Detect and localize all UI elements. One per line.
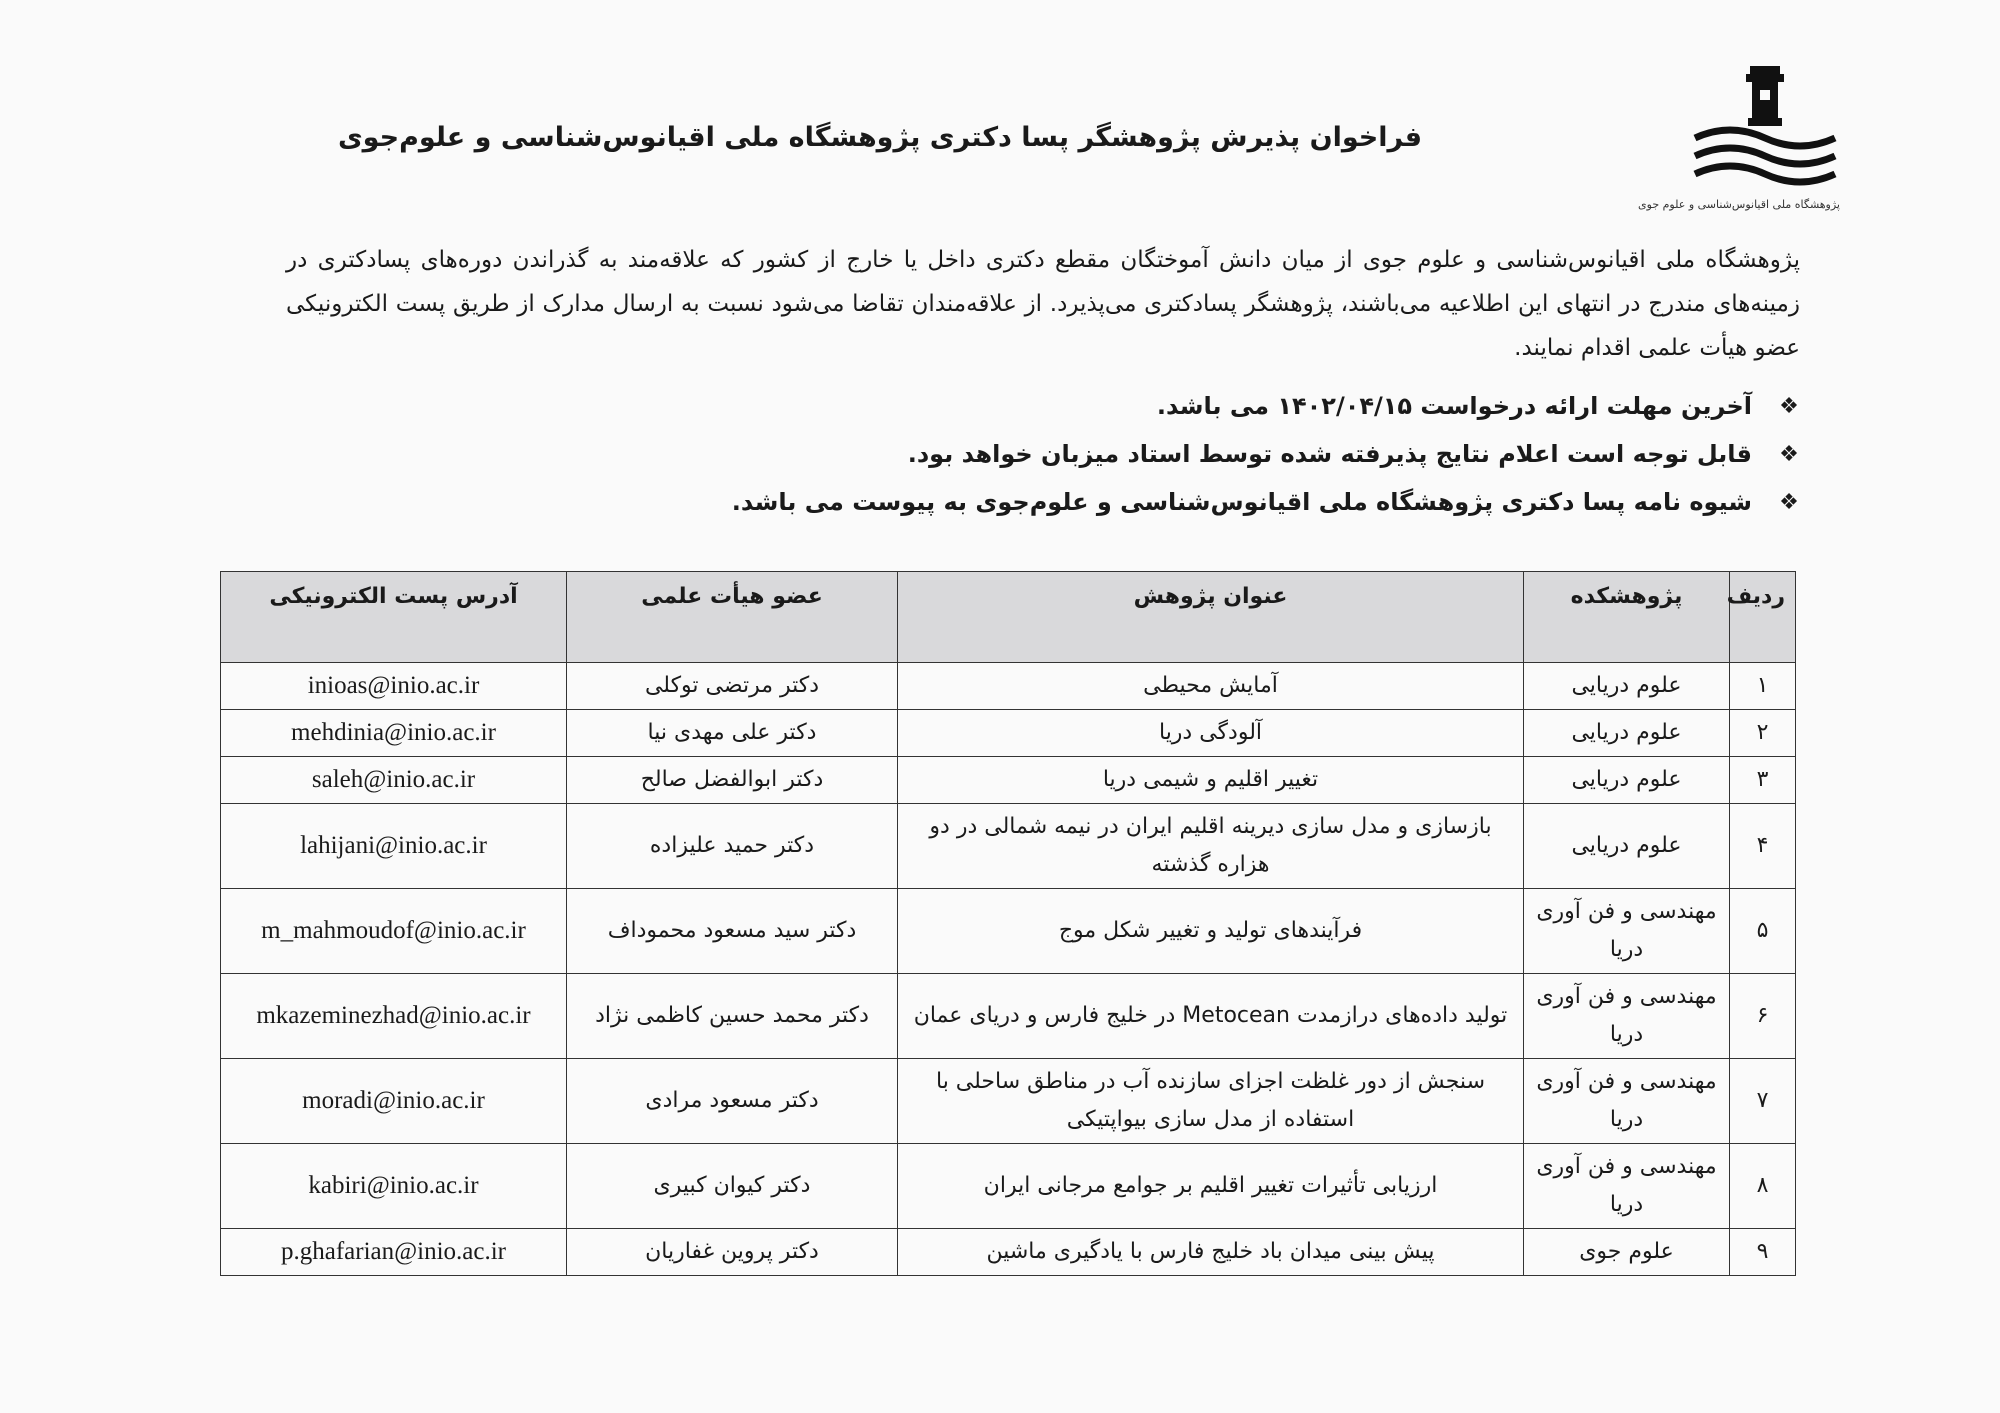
research-title: آلودگی دریا bbox=[898, 710, 1524, 757]
row-number: ۶ bbox=[1730, 974, 1796, 1059]
department: علوم جوی bbox=[1524, 1229, 1730, 1276]
diamond-bullet-icon: ❖ bbox=[1779, 441, 1799, 467]
email-address: p.ghafarian@inio.ac.ir bbox=[221, 1229, 567, 1276]
header-faculty-member: عضو هیأت علمی bbox=[567, 572, 898, 663]
row-number: ۷ bbox=[1730, 1059, 1796, 1144]
department: علوم دریایی bbox=[1524, 757, 1730, 804]
header-email: آدرس پست الکترونیکی bbox=[221, 572, 567, 663]
notice-text: شیوه نامه پسا دکتری پژوهشگاه ملی اقیانوس‌شناسی و علوم‌جوی به پیوست می باشد. bbox=[731, 488, 1752, 516]
table-row bbox=[221, 974, 1796, 1059]
table-row bbox=[221, 663, 1796, 710]
faculty-member: دکتر حمید علیزاده bbox=[567, 804, 898, 889]
email-address: moradi@inio.ac.ir bbox=[221, 1059, 567, 1144]
faculty-member: دکتر مسعود مرادی bbox=[567, 1059, 898, 1144]
research-title: فرآیندهای تولید و تغییر شکل موج bbox=[898, 889, 1524, 974]
faculty-member: دکتر کیوان کبیری bbox=[567, 1144, 898, 1229]
research-title: بازسازی و مدل سازی دیرینه اقلیم ایران در نیمه شمالی در دو هزاره گذشته bbox=[898, 804, 1524, 889]
header-row-number: ردیف bbox=[1730, 572, 1796, 663]
email-address: mehdinia@inio.ac.ir bbox=[221, 710, 567, 757]
intro-paragraph: پژوهشگاه ملی اقیانوس‌شناسی و علوم جوی از میان دانش آموختگان مقطع دکتری داخل یا خارج از کشور که علاقه‌مند به گذراندن دوره‌های پسادکتری در زمینه‌های مندرج در انتهای این اطلاعیه می‌باشند، پژوهشگر پسادکتری می‌پذیرد. از علاقه‌مندان تقاضا می‌شود نسبت به ارسال مدارک از طریق پست الکترونیکی عضو هیأت علمی اقدام نمایند. bbox=[286, 247, 1800, 361]
email-address: kabiri@inio.ac.ir bbox=[221, 1144, 567, 1229]
email-address: m_mahmoudof@inio.ac.ir bbox=[221, 889, 567, 974]
positions-table bbox=[220, 571, 1796, 1276]
table-row bbox=[221, 757, 1796, 804]
email-address: mkazeminezhad@inio.ac.ir bbox=[221, 974, 567, 1059]
notice-item bbox=[732, 478, 1800, 526]
notice-item bbox=[732, 382, 1800, 430]
logo-caption: پژوهشگاه ملی اقیانوس‌شناسی و علوم جوی bbox=[1638, 198, 1840, 211]
department: مهندسی و فن آوری دریا bbox=[1524, 1144, 1730, 1229]
institute-emblem-icon bbox=[1690, 60, 1840, 195]
table-row bbox=[221, 889, 1796, 974]
department: علوم دریایی bbox=[1524, 710, 1730, 757]
row-number: ۲ bbox=[1730, 710, 1796, 757]
research-title: تولید داده‌های درازمدت Metocean در خلیج فارس و دریای عمان bbox=[898, 974, 1524, 1059]
research-title: ارزیابی تأثیرات تغییر اقلیم بر جوامع مرجانی ایران bbox=[898, 1144, 1524, 1229]
notice-text: آخرین مهلت ارائه درخواست ۱۴۰۲/۰۴/۱۵ می باشد. bbox=[1156, 392, 1752, 420]
notice-item bbox=[732, 430, 1800, 478]
faculty-member: دکتر پروین غفاریان bbox=[567, 1229, 898, 1276]
faculty-member: دکتر علی مهدی نیا bbox=[567, 710, 898, 757]
faculty-member: دکتر ابوالفضل صالح bbox=[567, 757, 898, 804]
faculty-member: دکتر سید مسعود محموداف bbox=[567, 889, 898, 974]
department: علوم دریایی bbox=[1524, 804, 1730, 889]
header-research-title: عنوان پژوهش bbox=[898, 572, 1524, 663]
faculty-member: دکتر محمد حسین کاظمی نژاد bbox=[567, 974, 898, 1059]
diamond-bullet-icon: ❖ bbox=[1779, 489, 1799, 515]
table-row bbox=[221, 1144, 1796, 1229]
notice-text: قابل توجه است اعلام نتایج پذیرفته شده توسط استاد میزبان خواهد بود. bbox=[907, 440, 1752, 468]
row-number: ۳ bbox=[1730, 757, 1796, 804]
row-number: ۹ bbox=[1730, 1229, 1796, 1276]
row-number: ۱ bbox=[1730, 663, 1796, 710]
email-address: inioas@inio.ac.ir bbox=[221, 663, 567, 710]
research-title: پیش بینی میدان باد خلیج فارس با یادگیری ماشین bbox=[898, 1229, 1524, 1276]
department: علوم دریایی bbox=[1524, 663, 1730, 710]
research-title: آمایش محیطی bbox=[898, 663, 1524, 710]
table-row bbox=[221, 804, 1796, 889]
table-row bbox=[221, 1059, 1796, 1144]
table-row bbox=[221, 1229, 1796, 1276]
institute-logo bbox=[1638, 60, 1840, 220]
faculty-member: دکتر مرتضی توکلی bbox=[567, 663, 898, 710]
email-address: lahijani@inio.ac.ir bbox=[221, 804, 567, 889]
page-title: فراخوان پذیرش پژوهشگر پسا دکتری پژوهشگاه ملی اقیانوس‌شناسی و علوم‌جوی bbox=[337, 122, 1422, 153]
department: مهندسی و فن آوری دریا bbox=[1524, 974, 1730, 1059]
notice-list bbox=[732, 382, 1800, 526]
row-number: ۴ bbox=[1730, 804, 1796, 889]
diamond-bullet-icon: ❖ bbox=[1779, 393, 1799, 419]
row-number: ۵ bbox=[1730, 889, 1796, 974]
research-title: تغییر اقلیم و شیمی دریا bbox=[898, 757, 1524, 804]
table-row bbox=[221, 710, 1796, 757]
table-header-row bbox=[221, 572, 1796, 663]
row-number: ۸ bbox=[1730, 1144, 1796, 1229]
email-address: saleh@inio.ac.ir bbox=[221, 757, 567, 804]
header-department: پژوهشکده bbox=[1524, 572, 1730, 663]
department: مهندسی و فن آوری دریا bbox=[1524, 889, 1730, 974]
research-title: سنجش از دور غلظت اجزای سازنده آب در مناطق ساحلی با استفاده از مدل سازی بیواپتیکی bbox=[898, 1059, 1524, 1144]
positions-table-wrapper bbox=[220, 571, 1795, 1276]
department: مهندسی و فن آوری دریا bbox=[1524, 1059, 1730, 1144]
